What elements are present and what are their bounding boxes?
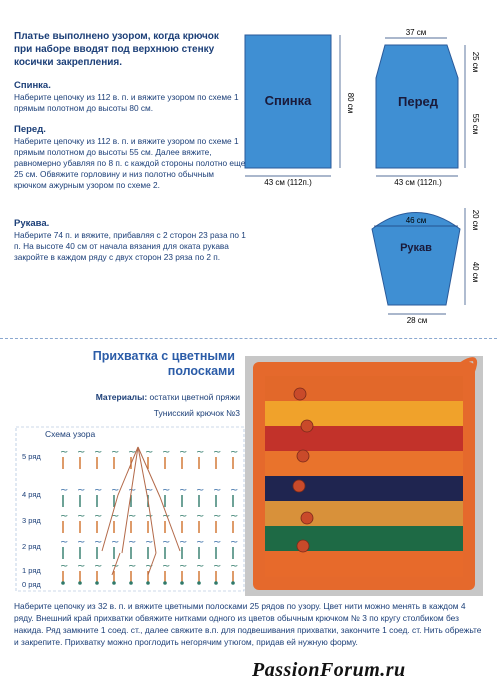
stitch-symbol: ~ [230,447,239,458]
stitch-symbol: ~ [145,561,154,572]
stitch-symbol: ~ [179,447,188,458]
row-label-3: 3 ряд [22,516,41,525]
materials-text: остатки цветной пряжи [149,392,240,402]
stitch-symbol: ~ [213,447,222,458]
sleeve-pattern [372,208,480,325]
stripe [265,426,463,452]
stitch-symbol: ~ [179,511,188,522]
section-sleeve-heading: Рукава. [14,218,50,229]
section-back-heading: Спинка. [14,80,51,91]
stitch-symbol: ~ [213,561,222,572]
front-pattern [376,28,480,187]
stitch-symbol: ~ [128,561,137,572]
sleeve-bottom-width: 28 см [406,316,428,325]
hook-info: Тунисский крючок №3 [153,408,240,418]
stitch-symbol: ~ [111,511,120,522]
section-front-heading: Перед. [14,124,46,135]
chain-dot [231,581,235,585]
potholder-stripes [265,376,463,577]
decorative-knot [297,450,309,462]
stitch-symbol: ~ [111,561,120,572]
stitch-symbol: ~ [230,561,239,572]
stitch-symbol: ~ [213,485,222,496]
stitch-symbol: ~ [128,447,137,458]
back-label: Спинка [264,93,312,108]
stitch-symbol: ~ [145,485,154,496]
row-label-5: 5 ряд [22,452,41,461]
stitch-symbol: ~ [196,447,205,458]
stitch-symbol: ~ [111,485,120,496]
stitch-symbol: ~ [60,485,69,496]
chain-dot [197,581,201,585]
decorative-knot [294,388,306,400]
stitch-symbol: ~ [196,485,205,496]
stitch-symbols [60,447,238,585]
stripe [265,451,463,477]
front-top-height: 25 см [471,51,480,73]
decorative-knot [293,480,305,492]
stitch-symbol: ~ [145,511,154,522]
stitch-symbol: ~ [94,511,103,522]
stitch-symbol: ~ [162,561,171,572]
stitch-symbol: ~ [230,511,239,522]
stitch-symbol: ~ [213,537,222,548]
section-back-text: Наберите цепочку из 112 в. п. и вяжите узором по схеме 1 прямым полотном до высоты 80 см. [14,92,239,113]
chain-dot [214,581,218,585]
chain-dot [78,581,82,585]
scheme-title: Схема узора [45,429,96,439]
row-labels [22,452,41,589]
front-width: 43 см (112п.) [394,178,442,187]
row-label-1: 1 ряд [22,566,41,575]
back-width: 43 см (112п.) [264,178,312,187]
stitch-symbol: ~ [94,447,103,458]
stitch-symbol: ~ [60,511,69,522]
chain-dot [95,581,99,585]
decorative-knot [301,420,313,432]
section-front-text: Наберите цепочку из 112 в. п. и вяжите узором по схеме 1 прямым полотном до высоты 55 см. Далее вяжите, равномерно убавляя по 8 п. с каждой стороны полотно еще 25 см. Обвяжите горловину и низ полотно обычным крючком ажурным узором по схеме 2. [14,136,246,190]
sleeve-height: 40 см [471,261,480,283]
stitch-symbol: ~ [128,537,137,548]
stitch-symbol: ~ [77,561,86,572]
chain-dot [146,581,150,585]
stitch-symbol: ~ [111,537,120,548]
stripe [265,376,463,402]
materials-label: Материалы: [95,392,148,402]
sleeve-label: Рукав [400,242,432,254]
stitch-symbol: ~ [128,485,137,496]
sleeve-top-width: 46 см [405,216,427,225]
stitch-symbol: ~ [230,485,239,496]
stitch-symbol: ~ [162,447,171,458]
chain-dot [180,581,184,585]
stitch-scheme [10,425,250,593]
front-top-width: 37 см [405,28,427,37]
chain-dot [129,581,133,585]
materials [60,392,240,402]
section-sleeve-text: Наберите 74 п. и вяжите, прибавляя с 2 сторон 23 раза по 1 п. На высоте 40 см от начала вязания для оката рукава закройте в каждом ряду с двух сторон 23 ряза по 2 п. [14,230,246,262]
stitch-symbol: ~ [179,537,188,548]
stitch-symbol: ~ [179,485,188,496]
decorative-knot [297,540,309,552]
stripe [265,501,463,527]
chain-dot [163,581,167,585]
stitch-symbol: ~ [60,537,69,548]
instructions-text: Наберите цепочку из 32 в. п. и вяжите цветными полосками 25 рядов по узору. Цвет нити можно менять в каждом 4 ряду. Внешний край прихватки обвяжите нитками одного из цветов обычным крючком № 3 по кругу столбиком без накида. Ряд замкните 1 соед. ст., далее свяжите в.п. для подвешивания прихватки, закончите 1 соед. ст. Нить обрежьте и закрепите. Прихватку можно проглодить негорячим утюгом, придав ей нужную форму. [14,601,482,647]
stitch-symbol: ~ [94,537,103,548]
stitch-symbol: ~ [111,447,120,458]
stitch-symbol: ~ [179,561,188,572]
stitch-symbol: ~ [145,447,154,458]
stitch-symbol: ~ [145,537,154,548]
stitch-symbol: ~ [162,511,171,522]
stitch-symbol: ~ [230,537,239,548]
stitch-symbol: ~ [60,447,69,458]
stitch-symbol: ~ [77,485,86,496]
front-height: 55 см [471,113,480,135]
sleeve-cap-height: 20 см [471,209,480,231]
stripe [265,526,463,552]
potholder-photo [245,356,483,596]
stitch-symbol: ~ [196,537,205,548]
stitch-symbol: ~ [94,561,103,572]
pattern-diagrams [0,0,497,338]
chain-dot [61,581,65,585]
watermark: PassionForum.ru [252,659,406,681]
stitch-symbol: ~ [77,447,86,458]
decorative-knot [301,512,313,524]
stitch-symbol: ~ [196,511,205,522]
stitch-symbol: ~ [196,561,205,572]
section-divider [0,338,497,339]
intro-text: Платье выполнено узором, когда крючок при наборе вводят под верхнюю стенку косички закрепления. [14,31,219,68]
stitch-symbol: ~ [77,511,86,522]
stitch-symbol: ~ [77,537,86,548]
stitch-symbol: ~ [60,561,69,572]
potholder-title: Прихватка с цветными полосками [92,349,235,378]
stripe [265,551,463,577]
row-label-0: 0 ряд [22,580,41,589]
stitch-symbol: ~ [213,511,222,522]
stitch-symbol: ~ [128,511,137,522]
row-label-2: 2 ряд [22,542,41,551]
stitch-symbol: ~ [162,537,171,548]
back-pattern [245,35,355,187]
front-label: Перед [398,94,438,109]
stripe [265,401,463,427]
row-label-4: 4 ряд [22,490,41,499]
stitch-symbol: ~ [94,485,103,496]
chain-dot [112,581,116,585]
stitch-symbol: ~ [162,485,171,496]
back-height: 80 см [346,92,355,114]
